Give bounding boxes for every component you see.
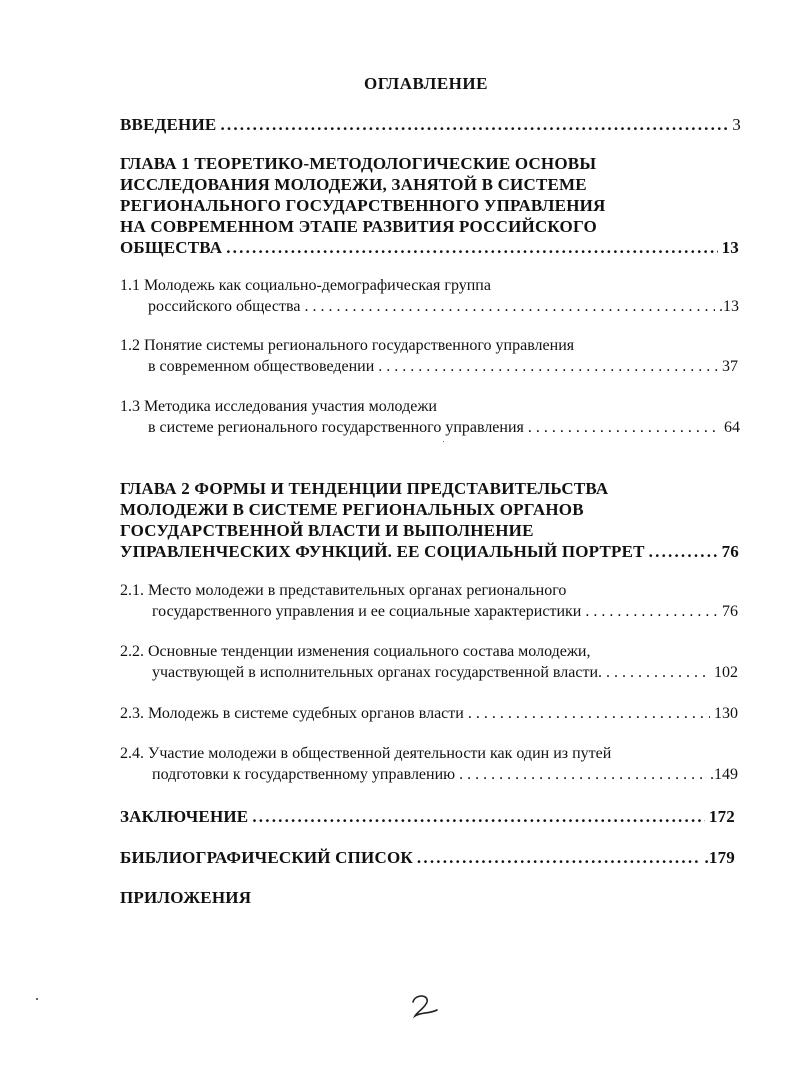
scan-speck (36, 998, 38, 1000)
section-1-2-line-1: 1.2 Понятие системы регионального государственного управления (120, 337, 575, 354)
section-2-1-line-1: 2.1. Место молодежи в представительных органах регионального (120, 582, 567, 599)
toc-entry-section-2-4 (152, 767, 738, 783)
toc-entry-page: .13 (719, 298, 739, 315)
dot-leader (220, 116, 728, 133)
toc-entry-page: 3 (732, 115, 741, 134)
toc-entry-label: УПРАВЛЕНЧЕСКИХ ФУНКЦИЙ. ЕЕ СОЦИАЛЬНЫЙ ПОРТРЕТ (120, 542, 645, 561)
toc-entry-section-1-1 (148, 299, 739, 315)
dot-leader (252, 808, 705, 825)
toc-entry-section-2-1 (152, 604, 738, 620)
section-1-1-line-1: 1.1 Молодежь как социально-демографическая группа (120, 277, 491, 294)
scan-speck (443, 441, 444, 442)
section-1-3-line-1: 1.3 Методика исследования участия молодежи (120, 398, 437, 415)
chapter1-line-1: ГЛАВА 1 ТЕОРЕТИКО-МЕТОДОЛОГИЧЕСКИЕ ОСНОВЫ (120, 154, 597, 173)
dot-leader (468, 706, 710, 722)
toc-entry-section-1-3 (148, 420, 740, 436)
toc-entry-page: 172 (708, 807, 735, 826)
dot-leader (378, 359, 718, 375)
dot-leader (649, 543, 718, 560)
dot-leader (606, 665, 710, 681)
chapter2-line-3: ГОСУДАРСТВЕННОЙ ВЛАСТИ И ВЫПОЛНЕНИЕ (120, 521, 534, 540)
toc-entry-chapter1 (120, 239, 739, 256)
section-2-4-line-1: 2.4. Участие молодежи в общественной деятельности как один из путей (120, 745, 612, 762)
toc-entry-label: ЗАКЛЮЧЕНИЕ (120, 807, 249, 826)
toc-entry-label: в современном обществоведении (148, 358, 375, 375)
toc-entry-label: БИБЛИОГРАФИЧЕСКИЙ СПИСОК (120, 848, 413, 867)
toc-entry-page: 76 (722, 603, 738, 620)
toc-entry-intro (120, 116, 741, 133)
page-title: ОГЛАВЛЕНИЕ (364, 74, 488, 93)
toc-entry-label: участвующей в исполнительных органах государственной власти. (152, 664, 602, 681)
dot-leader (304, 299, 715, 315)
dot-leader (417, 849, 701, 866)
toc-entry-section-2-2 (152, 665, 738, 681)
toc-entry-section-2-3 (120, 706, 738, 722)
toc-entry-label: 2.3. Молодежь в системе судебных органов власти (120, 705, 464, 722)
toc-entry-conclusion (120, 808, 735, 825)
chapter1-line-2: ИССЛЕДОВАНИЯ МОЛОДЕЖИ, ЗАНЯТОЙ В СИСТЕМЕ (120, 175, 587, 194)
toc-entry-page: 37 (722, 358, 738, 375)
toc-entry-label: российского общества (148, 298, 301, 315)
chapter1-line-3: РЕГИОНАЛЬНОГО ГОСУДАРСТВЕННОГО УПРАВЛЕНИЯ (120, 196, 606, 215)
toc-entry-page: 13 (721, 238, 739, 257)
dot-leader (528, 420, 720, 436)
toc-entry-appendix: ПРИЛОЖЕНИЯ (120, 888, 252, 907)
handwritten-page-number (405, 988, 445, 1028)
toc-entry-page: 130 (714, 705, 738, 722)
toc-entry-bibliography (120, 849, 735, 866)
toc-entry-page: 64 (724, 419, 740, 436)
chapter1-line-4: НА СОВРЕМЕННОМ ЭТАПЕ РАЗВИТИЯ РОССИЙСКОГО (120, 217, 597, 236)
toc-entry-page: 76 (721, 542, 739, 561)
chapter2-line-2: МОЛОДЕЖИ В СИСТЕМЕ РЕГИОНАЛЬНЫХ ОРГАНОВ (120, 500, 584, 519)
dot-leader (459, 767, 706, 783)
toc-entry-label: государственного управления и ее социальные характеристики (152, 603, 582, 620)
section-2-2-line-1: 2.2. Основные тенденции изменения социального состава молодежи, (120, 643, 591, 660)
toc-entry-page: 102 (714, 664, 738, 681)
dot-leader (226, 239, 717, 256)
toc-entry-label: в системе регионального государственного управления (148, 419, 524, 436)
toc-entry-section-1-2 (148, 359, 738, 375)
toc-entry-label: подготовки к государственному управлению (152, 766, 456, 783)
dot-leader (585, 604, 718, 620)
chapter2-line-1: ГЛАВА 2 ФОРМЫ И ТЕНДЕНЦИИ ПРЕДСТАВИТЕЛЬСТВА (120, 479, 609, 498)
toc-entry-page: .149 (710, 766, 738, 783)
toc-entry-label: ОБЩЕСТВА (120, 238, 223, 257)
toc-entry-label: ВВЕДЕНИЕ (120, 115, 217, 134)
toc-entry-chapter2 (120, 543, 739, 560)
toc-entry-page: .179 (704, 848, 735, 867)
